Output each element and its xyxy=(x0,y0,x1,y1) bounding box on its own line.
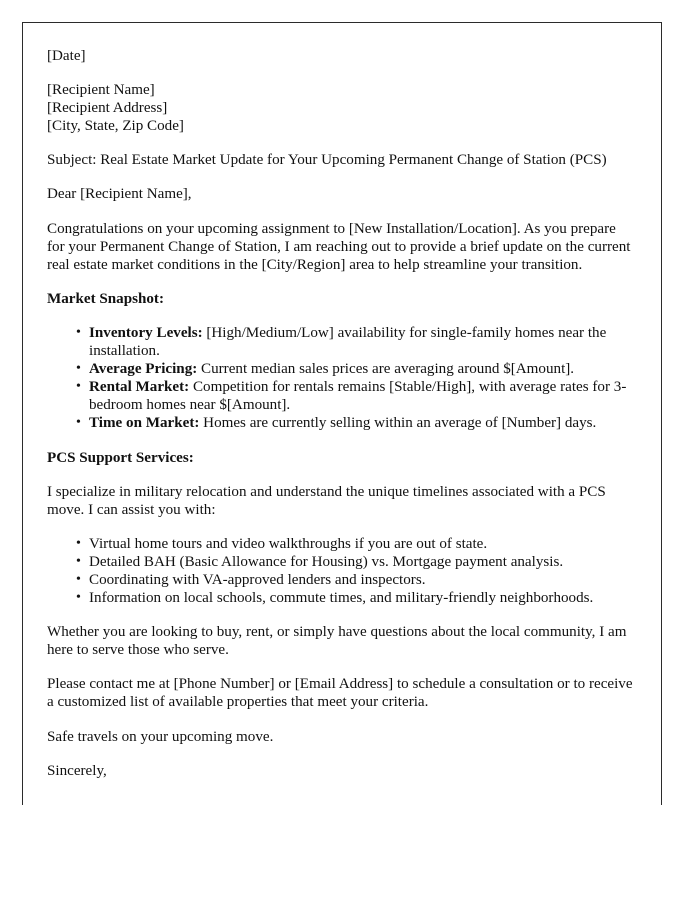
list-item-lead: Average Pricing: xyxy=(89,361,198,378)
letter-page xyxy=(22,22,662,805)
list-item: • Detailed BAH (Basic Allowance for Housing) vs. Mortgage payment analysis. xyxy=(89,553,635,571)
list-item: • Information on local schools, commute times, and military-friendly neighborhoods. xyxy=(89,589,635,607)
list-item xyxy=(89,378,635,414)
pcs-support-heading: PCS Support Services: xyxy=(47,449,194,466)
list-item: • Coordinating with VA-approved lenders and inspectors. xyxy=(89,571,635,589)
list-item-text: Current median sales prices are averaging around $[Amount]. xyxy=(197,361,575,378)
market-snapshot-list xyxy=(47,324,635,433)
salutation: Dear [Recipient Name], xyxy=(47,186,192,203)
list-item-text: Competition for rentals remains [Stable/High], with average rates for 3-bedroom homes near $[Amount]. xyxy=(89,379,627,414)
list-item-lead: Inventory Levels: xyxy=(89,324,203,341)
subject-line: Subject: Real Estate Market Update for Your Upcoming Permanent Change of Station (PCS) xyxy=(47,152,607,169)
recipient-name-line: [Recipient Name] xyxy=(47,82,155,99)
closing-paragraph-2: Please contact me at [Phone Number] or [Email Address] to schedule a consultation or to receive a customized list of available properties that meet your criteria. xyxy=(47,676,633,711)
list-item-lead: Rental Market: xyxy=(89,379,190,396)
list-item-text: [High/Medium/Low] availability for single-family homes near the installation. xyxy=(89,324,607,360)
recipient-address-block xyxy=(47,81,635,135)
pcs-support-intro: I specialize in military relocation and understand the unique timelines associated with a PCS move. I can assist you with: xyxy=(47,483,606,518)
list-item-lead: Time on Market: xyxy=(89,415,200,432)
date-placeholder: [Date] xyxy=(47,48,86,64)
intro-paragraph: Congratulations on your upcoming assignment to [New Installation/Location]. As you prepare for your Permanent Change of Station, I am reaching out to provide a brief update on the current real estate market conditions in the [City/Region] area to help streamline your transition. xyxy=(47,220,631,273)
list-item xyxy=(89,324,635,360)
pcs-support-list xyxy=(47,535,635,607)
market-snapshot-heading: Market Snapshot: xyxy=(47,290,164,307)
closing-paragraph-1: Whether you are looking to buy, rent, or simply have questions about the local community, I am here to serve those who serve. xyxy=(47,624,627,659)
list-item xyxy=(89,414,635,432)
list-item-text: Homes are currently selling within an average of [Number] days. xyxy=(199,415,597,432)
recipient-address-line: [Recipient Address] xyxy=(47,100,168,117)
letter-content xyxy=(47,47,635,796)
list-item: • Virtual home tours and video walkthroughs if you are out of state. xyxy=(89,535,635,553)
list-item xyxy=(89,360,635,378)
recipient-city-state-zip-line: [City, State, Zip Code] xyxy=(47,118,184,135)
closing-paragraph-3: Safe travels on your upcoming move. xyxy=(47,728,274,745)
signoff-line: Sincerely, xyxy=(47,762,107,779)
